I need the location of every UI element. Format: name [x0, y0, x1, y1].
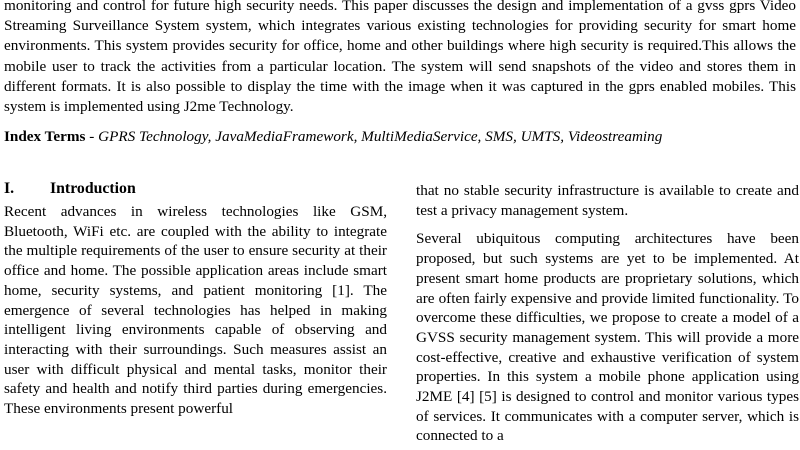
section-title: Introduction	[50, 180, 136, 197]
section-number: I.	[4, 180, 15, 197]
left-column-paragraph: Recent advances in wireless technologies like GSM, Bluetooth, WiFi etc. are coupled with the ability to integrate the multiple requirements of the user to ensure security at their office and home. The possible application areas include smart home, security systems, and patient monitoring [1]. The emergence of several technologies has helped in making intelligent living environments capable of observing and interacting with their surroundings. Such measures assist an user with difficult physical and mental tasks, monitor their safety and health and notify third parties during emergencies. These environments present powerful	[4, 203, 387, 418]
index-terms-list: GPRS Technology, JavaMediaFramework, MultiMediaService, SMS, UMTS, Videostreaming	[98, 128, 663, 146]
paper-page	[0, 0, 800, 147]
left-column	[4, 178, 387, 419]
right-column-paragraph-1: that no stable security infrastructure is available to create and test a privacy management system.	[416, 182, 799, 219]
right-column	[416, 178, 799, 446]
index-terms-separator: -	[85, 128, 99, 146]
section-heading	[4, 178, 387, 200]
index-terms-label: Index Terms	[4, 128, 86, 146]
abstract-paragraph: monitoring and control for future high security needs. This paper discusses the design and implementation of a gvss gprs Video Streaming Surveillance System system, which integrates various existing technologies for providing security for smart home environments. This system provides security for office, home and other buildings where high security is required.This allows the mobile user to track the activities from a particular location. The system will send snapshots of the video and stores them in different formats. It is also possible to display the time with the image when it was captured in the gprs enabled mobiles. This system is implemented using J2me Technology.	[4, 0, 796, 116]
right-column-paragraph-2: Several ubiquitous computing architectures have been proposed, but such systems are yet to be implemented. At present smart home products are proprietary solutions, which are often fairly expensive and provide limited functionality. To overcome these difficulties, we propose to create a model of a GVSS security management system. This will provide a more cost-effective, creative and exhaustive verification of system properties. In this system a mobile phone application using J2ME [4] [5] is designed to control and monitor various types of services. It communicates with a computer server, which is connected to a	[416, 230, 799, 445]
index-terms	[4, 127, 796, 147]
